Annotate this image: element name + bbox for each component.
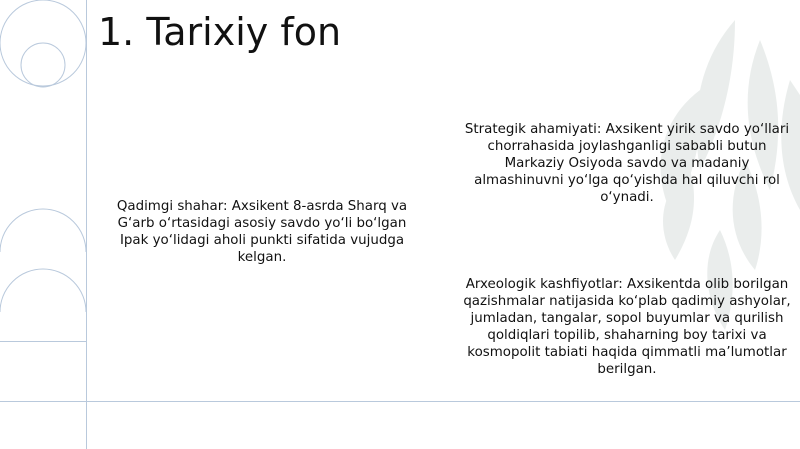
archaeological-findings-text: Arxeologik kashfiyotlar: Axsikentda olib borilgan qazishmalar natijasida ko‘plab qadimiy ashyolar, jumladan, tangalar, sopol buyumlar va qurilish qoldiqlari topilib, shaharning boy tarixi va kosmopolit tabiati haqida qimmatli ma’lumotlar berilgan. [463, 277, 791, 377]
strategic-importance-text: Strategik ahamiyati: Axsikent yirik savdo yo‘llari chorrahasida joylashganligi sababli butun Markaziy Osiyoda savdo va madaniy almashinuvni yo‘lga qo‘yishda hal qiluvchi rol o‘ynadi. [464, 122, 790, 205]
ancient-city-text: Qadimgi shahar: Axsikent 8-asrda Sharq va G‘arb o‘rtasidagi asosiy savdo yo‘li bo‘lgan Ipak yo‘lidagi aholi punkti sifatida vujudga kelgan. [116, 199, 408, 265]
slide-title: 1. Tarixiy fon [98, 10, 342, 54]
decorative-circles-icon [0, 0, 86, 312]
